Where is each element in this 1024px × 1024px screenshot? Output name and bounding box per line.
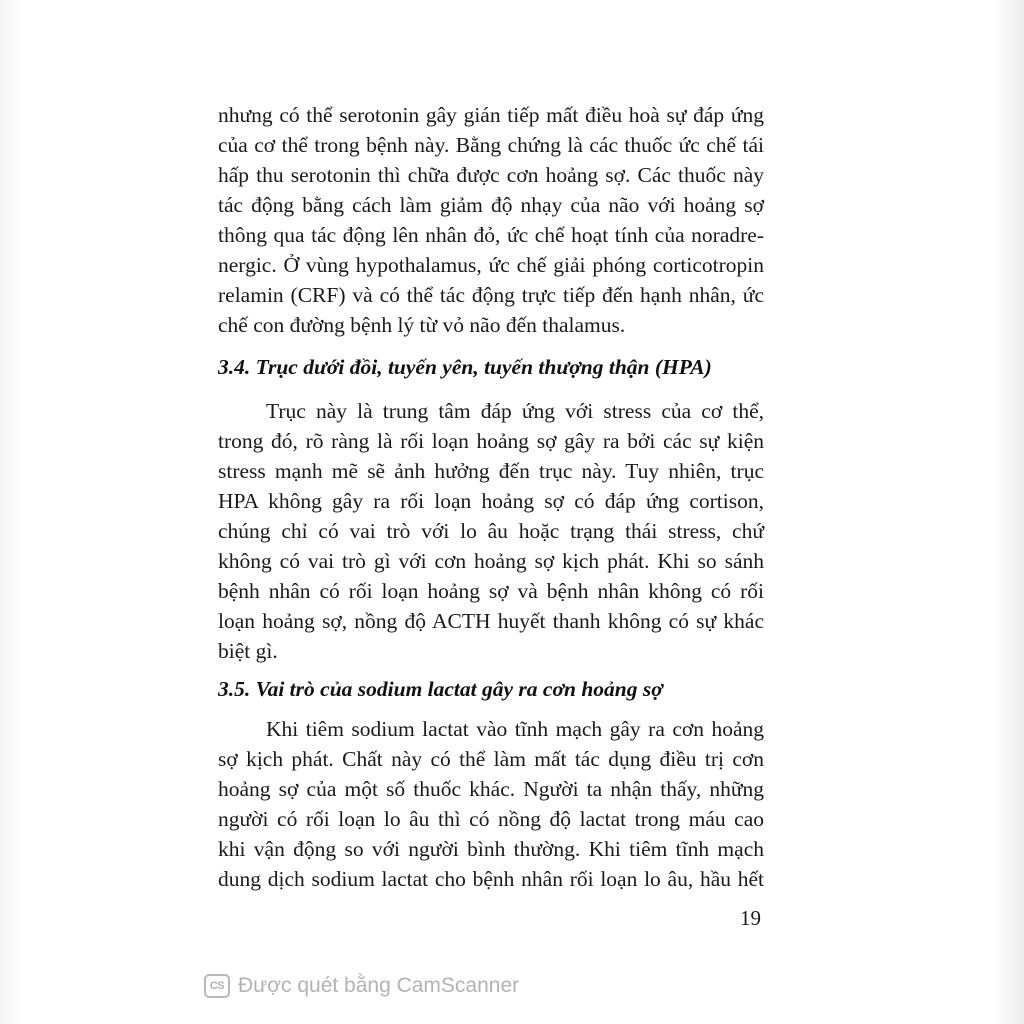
camscanner-logo-icon: CS [204,974,230,998]
camscanner-watermark [204,971,519,1001]
text-line: người có rối loạn lo âu thì có nồng độ lactat trong máu cao [218,807,764,831]
text-line: loạn hoảng sợ, nồng độ ACTH huyết thanh không có sự khác [218,609,764,633]
text-line: tác động bằng cách làm giảm độ nhạy của não với hoảng sợ [218,193,764,217]
text-line: stress mạnh mẽ sẽ ảnh hưởng đến trục này. Tuy nhiên, trục [218,459,764,483]
text-line: của cơ thể trong bệnh này. Bằng chứng là các thuốc ức chế tái [218,133,764,157]
text-line: bệnh nhân có rối loạn hoảng sợ và bệnh nhân không có rối [218,579,764,603]
text-line: hoảng sợ của một số thuốc khác. Người ta nhận thấy, những [218,777,764,801]
text-line: không có vai trò gì với cơn hoảng sợ kịch phát. Khi so sánh [218,549,764,573]
text-line: chế con đường bệnh lý từ vỏ não đến thalamus. [218,313,626,337]
text-line: Trục này là trung tâm đáp ứng với stress của cơ thể, [266,399,764,423]
text-line: sợ kịch phát. Chất này có thể làm mất tác dụng điều trị cơn [218,747,764,771]
section-heading-3-4 [218,352,764,382]
watermark-text: Được quét bằng CamScanner [238,974,520,997]
text-line: thông qua tác động lên nhân đỏ, ức chế hoạt tính của noradre- [218,223,764,247]
text-line: trong đó, rõ ràng là rối loạn hoảng sợ gây ra bởi các sự kiện [218,429,764,453]
text-line: khi vận động so với người bình thường. Khi tiêm tĩnh mạch [218,837,764,861]
paragraph-serotonin [218,100,764,340]
text-line: Khi tiêm sodium lactat vào tĩnh mạch gây ra cơn hoảng [266,717,764,741]
text-line: chúng chỉ có vai trò với lo âu hoặc trạng thái stress, chứ [218,519,764,543]
section-heading-3-5 [218,674,764,704]
paragraph-hpa [218,396,764,666]
scan-edge-shadow-right [994,0,1024,1024]
section-heading: 3.4. Trục dưới đồi, tuyến yên, tuyến thượng thận (HPA) [218,355,712,379]
scan-edge-shadow-left [0,0,22,1024]
text-line: biệt gì. [218,639,278,663]
text-line: hấp thu serotonin thì chữa được cơn hoảng sợ. Các thuốc này [218,163,764,187]
text-line: relamin (CRF) và có thể tác động trực tiếp đến hạnh nhân, ức [218,283,764,307]
text-line: HPA không gây ra rối loạn hoảng sợ có đáp ứng cortison, [218,489,764,513]
text-line: dung dịch sodium lactat cho bệnh nhân rối loạn lo âu, hầu hết [218,867,764,891]
page-number: 19 [740,906,761,930]
section-heading: 3.5. Vai trò của sodium lactat gây ra cơn hoảng sợ [218,677,663,701]
text-line: nergic. Ở vùng hypothalamus, ức chế giải phóng corticotropin [218,253,764,277]
text-line: nhưng có thể serotonin gây gián tiếp mất điều hoà sự đáp ứng [218,103,764,127]
paragraph-sodium-lactat [218,714,764,894]
